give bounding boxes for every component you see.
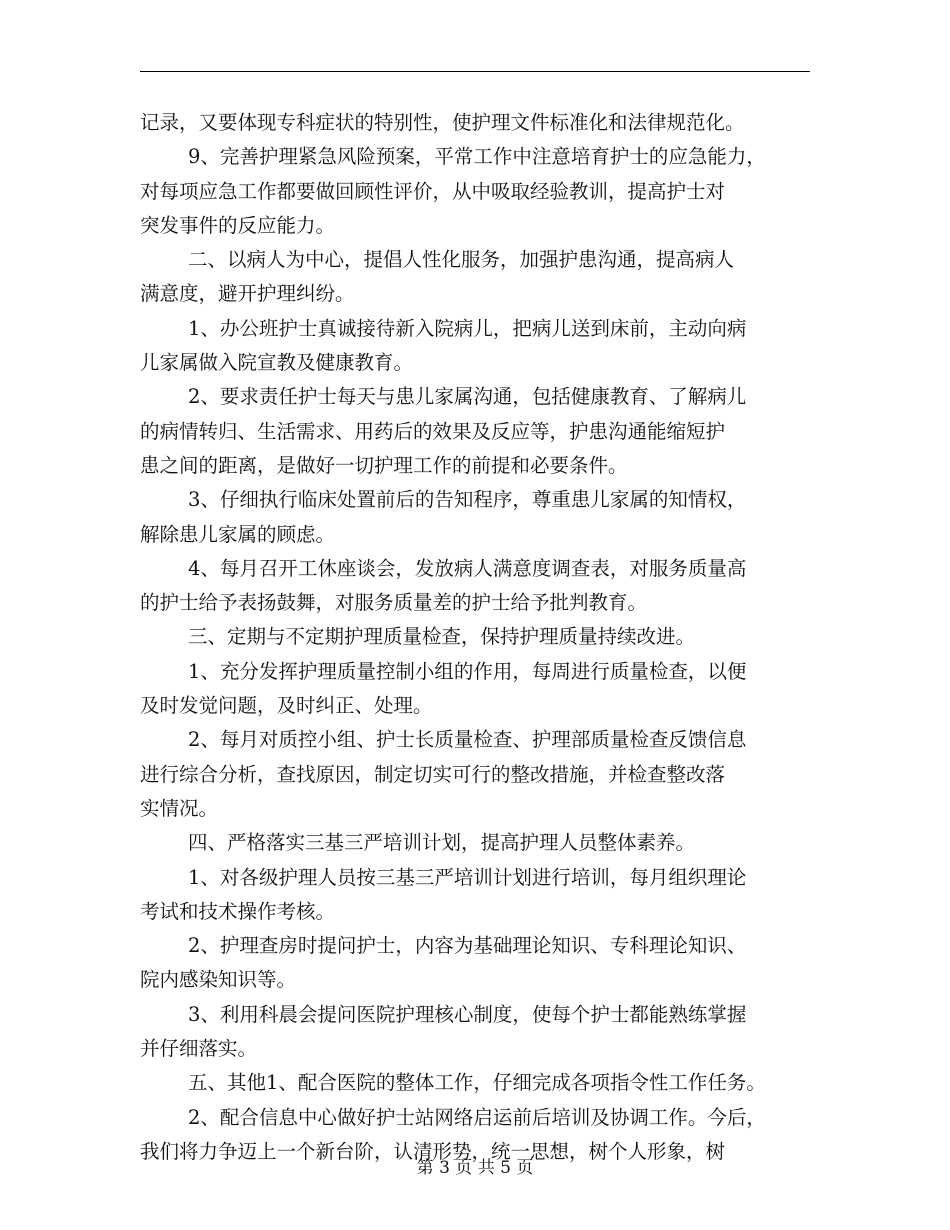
text-line: 1、充分发挥护理质量控制小组的作用，每周进行质量检查，以便 bbox=[188, 659, 747, 683]
text-line: 3、仔细执行临床处置前后的告知程序，尊重患儿家属的知情权， bbox=[188, 488, 747, 512]
text-line: 五、其他1、配合医院的整体工作，仔细完成各项指令性工作任务。 bbox=[188, 1071, 766, 1095]
text-line: 记录，又要体现专科症状的特别性，使护理文件标准化和法律规范化。 bbox=[140, 111, 745, 134]
text-line: 院内感染知识等。 bbox=[140, 968, 297, 992]
text-line: 1、对各级护理人员按三基三严培训计划进行培训，每月组织理论 bbox=[188, 865, 747, 889]
document-body bbox=[140, 106, 820, 1169]
text-line: 实情况。 bbox=[140, 796, 219, 820]
text-line: 及时发觉问题，及时纠正、处理。 bbox=[140, 694, 433, 718]
text-line: 并仔细落实。 bbox=[140, 1037, 258, 1061]
text-line: 3、利用科晨会提问医院护理核心制度，使每个护士都能熟练掌握 bbox=[188, 1002, 747, 1026]
text-line: 进行综合分析，查找原因，制定切实可行的整改措施，并检查整改落 bbox=[140, 762, 726, 786]
text-line: 二、以病人为中心，提倡人性化服务，加强护患沟通，提高病人 bbox=[188, 248, 735, 272]
text-line: 四、严格落实三基三严培训计划，提高护理人员整体素养。 bbox=[188, 831, 696, 855]
text-line: 1、办公班护士真诚接待新入院病儿，把病儿送到床前，主动向病 bbox=[188, 316, 747, 340]
text-line: 儿家属做入院宣教及健康教育。 bbox=[140, 351, 414, 375]
text-line: 的病情转归、生活需求、用药后的效果及反应等，护患沟通能缩短护 bbox=[140, 419, 726, 443]
text-line: 我们将力争迈上一个新台阶，认清形势，统一思想，树个人形象，树 bbox=[140, 1139, 726, 1163]
text-line: 2、配合信息中心做好护士站网络启运前后培训及协调工作。今后， bbox=[188, 1105, 766, 1129]
text-line: 解除患儿家属的顾虑。 bbox=[140, 522, 336, 546]
text-line: 患之间的距离，是做好一切护理工作的前提和必要条件。 bbox=[140, 453, 628, 477]
text-line: 9、完善护理紧急风险预案，平常工作中注意培育护士的应急能力， bbox=[188, 145, 766, 169]
text-line: 的护士给予表扬鼓舞，对服务质量差的护士给予批判教育。 bbox=[140, 591, 648, 615]
text-line: 突发事件的反应能力。 bbox=[140, 213, 336, 237]
text-line: 考试和技术操作考核。 bbox=[140, 899, 336, 923]
text-line: 满意度，避开护理纠纷。 bbox=[140, 282, 355, 306]
text-line: 三、定期与不定期护理质量检查，保持护理质量持续改进。 bbox=[188, 625, 696, 649]
text-line: 2、护理查房时提问护士，内容为基础理论知识、专科理论知识、 bbox=[188, 934, 747, 958]
text-line: 4、每月召开工休座谈会，发放病人满意度调查表，对服务质量高 bbox=[188, 556, 747, 580]
page-footer: 第 3 页 共 5 页 bbox=[416, 1158, 534, 1178]
text-line: 2、每月对质控小组、护士长质量检查、护理部质量检查反馈信息 bbox=[188, 728, 747, 752]
text-line: 对每项应急工作都要做回顾性评价，从中吸取经验教训，提高护士对 bbox=[140, 179, 726, 203]
text-line: 2、要求责任护士每天与患儿家属沟通，包括健康教育、了解病儿 bbox=[188, 385, 747, 409]
header-rule bbox=[140, 71, 810, 72]
